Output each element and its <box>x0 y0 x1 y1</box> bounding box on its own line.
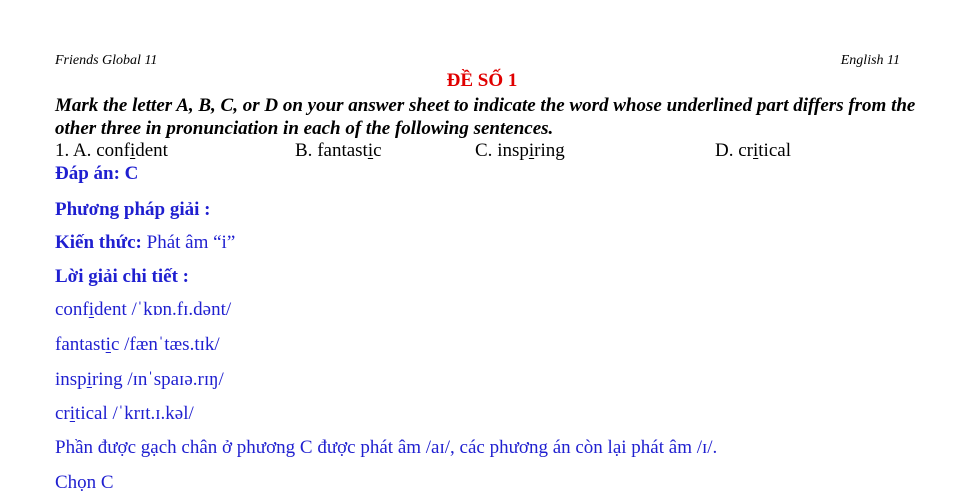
knowledge-text: Phát âm “i” <box>141 232 236 253</box>
question-option-c <box>475 140 565 162</box>
explanation-text: Phần được gạch chân ở phương C được phát âm /aɪ/, các phương án còn lại phát âm /ɪ/. <box>55 437 718 458</box>
ipa-text: /ˈkrɪt.ɪ.kəl/ <box>107 403 194 424</box>
underlined-letter: i <box>753 140 759 161</box>
question-option-d <box>715 140 791 162</box>
header-subject: English 11 <box>840 53 900 68</box>
final-choice: Chọn C <box>55 472 114 493</box>
word-part: conf <box>96 140 130 161</box>
method-heading: Phương pháp giải : <box>55 199 211 220</box>
word-part: tical <box>758 140 791 161</box>
ipa-text: /ˈkɒn.fɪ.dənt/ <box>126 299 232 320</box>
underlined-letter: i <box>88 299 95 320</box>
underlined-letter: i <box>105 334 111 355</box>
word-part: cr <box>738 140 753 161</box>
knowledge-label: Kiến thức: <box>55 232 142 253</box>
word-part: c <box>110 334 120 355</box>
word-part: dent <box>94 299 127 320</box>
header-book-title: Friends Global 11 <box>55 53 158 68</box>
word-part: dent <box>135 140 168 161</box>
ipa-text: /fænˈtæs.tɪk/ <box>119 334 220 355</box>
knowledge-line <box>55 232 235 254</box>
word-part: cr <box>55 403 70 424</box>
underlined-letter: i <box>528 140 535 161</box>
instruction-text: Mark the letter A, B, C, or D on your answer sheet to indicate the word whose underlined part differs from the other three in pronunciation in each of the following sentences. <box>55 95 916 139</box>
option-letter: A. <box>72 140 92 161</box>
word-part: fantast <box>55 334 106 355</box>
transcription-line <box>55 369 224 391</box>
question-number: 1. <box>55 140 70 161</box>
question-option-a <box>55 140 168 162</box>
exam-title: ĐỀ SỐ 1 <box>446 70 518 91</box>
word-part: ring <box>91 369 123 390</box>
word-part: tical <box>75 403 108 424</box>
transcription-line <box>55 403 194 425</box>
question-option-b <box>295 140 382 162</box>
transcription-line <box>55 299 231 321</box>
answer-line: Đáp án: C <box>55 163 139 184</box>
ipa-text: /ɪnˈspaɪə.rɪŋ/ <box>122 369 224 390</box>
underlined-letter: i <box>69 403 76 424</box>
word-part: insp <box>497 140 529 161</box>
word-part: conf <box>55 299 89 320</box>
option-letter: D. <box>715 140 734 161</box>
option-letter: C. <box>475 140 493 161</box>
solution-heading: Lời giải chi tiết : <box>55 266 190 287</box>
word-part: ring <box>534 140 565 161</box>
word-part: c <box>373 140 382 161</box>
word-part: insp <box>55 369 87 390</box>
word-part: fantast <box>317 140 368 161</box>
option-letter: B. <box>295 140 313 161</box>
transcription-line <box>55 334 220 356</box>
underlined-letter: i <box>129 140 136 161</box>
underlined-letter: i <box>86 369 92 390</box>
underlined-letter: i <box>367 140 374 161</box>
